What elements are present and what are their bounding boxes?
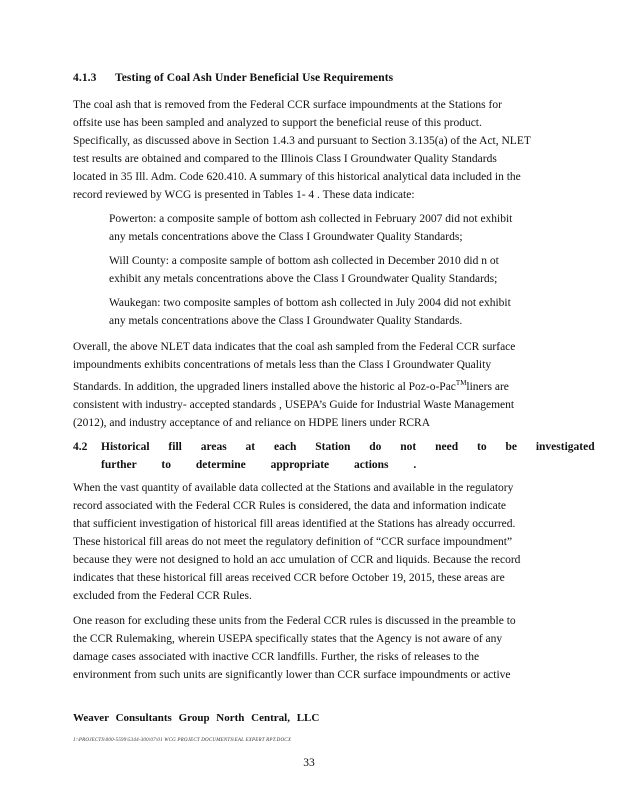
text-line: Waukegan: two composite samples of bottom ash collected in July 2004 did not exhibit <box>109 297 511 309</box>
page-number: 33 <box>303 757 315 769</box>
text-line: located in 35 Ill. Adm. Code 620.410. A summary of this historical analytical data included in the <box>73 171 521 183</box>
text-fragment: Standards. In addition, the upgraded liners installed above the historic al Poz-o-Pac <box>73 380 456 393</box>
text-line: the CCR Rulemaking, wherein USEPA specifically states that the Agency is not aware of any <box>73 633 503 645</box>
text-line: test results are obtained and compared to the Illinois Class I Groundwater Quality Standards <box>73 153 497 165</box>
text-line: These historical fill areas do not meet the regulatory definition of “CCR surface impoundment” <box>73 536 513 548</box>
bullet-list <box>87 210 549 336</box>
text-line: impoundments exhibits concentrations of metals less than the Class I Groundwater Quality <box>73 359 492 371</box>
section-4-1-3-heading <box>73 72 393 84</box>
footer-file-path: J:\PROJECTS\000-5599\5344-300\07\01 WCG PROJECT DOCUMENTS\EAL EXPERT RPT.DOCX <box>73 738 292 743</box>
paragraph-historical-fill <box>73 479 549 605</box>
text-line: damage cases associated with inactive CCR landfills. Further, the risks of releases to the <box>73 651 480 663</box>
section-title-line: Historical fill areas at each Station do not need to be investigated <box>101 441 595 453</box>
section-title: Testing of Coal Ash Under Beneficial Use Requirements <box>115 72 394 84</box>
paragraph-overall <box>73 338 549 432</box>
text-line: consistent with industry- accepted standards , USEPA’s Guide for Industrial Waste Management <box>73 398 515 411</box>
footer-company-name: Weaver Consultants Group North Central, LLC <box>73 712 320 724</box>
text-line: indicates that these historical fill areas received CCR before October 19, 2015, these areas are <box>73 572 505 584</box>
text-line: any metals concentrations above the Class I Groundwater Quality Standards; <box>109 231 463 243</box>
text-line: One reason for excluding these units from the Federal CCR rules is discussed in the preamble to <box>73 615 516 627</box>
text-line: Powerton: a composite sample of bottom ash collected in February 2007 did not exhibit <box>109 213 513 225</box>
list-item <box>87 252 549 288</box>
text-line: excluded from the Federal CCR Rules. <box>73 590 252 602</box>
text-line: The coal ash that is removed from the Federal CCR surface impoundments at the Stations for <box>73 99 502 111</box>
list-item <box>87 294 549 330</box>
text-line: because they were not designed to hold an acc umulation of CCR and liquids. Because the record <box>73 554 521 566</box>
text-line: exhibit any metals concentrations above the Class I Groundwater Quality Standards; <box>109 273 498 285</box>
text-line: When the vast quantity of available data collected at the Stations and available in the regulatory <box>73 482 514 494</box>
trademark-superscript: TM <box>455 379 467 387</box>
text-line: Overall, the above NLET data indicates that the coal ash sampled from the Federal CCR surface <box>73 341 516 353</box>
text-line: record associated with the Federal CCR Rules is considered, the data and information indicate <box>73 500 507 512</box>
list-item <box>87 210 549 246</box>
text-line: Specifically, as discussed above in Section 1.4.3 and pursuant to Section 3.135(a) of the Act, NLET <box>73 135 531 147</box>
paragraph-one-reason <box>73 612 549 684</box>
section-number: 4.2 <box>73 441 88 453</box>
text-fragment: liners are <box>466 380 509 393</box>
text-line: any metals concentrations above the Class I Groundwater Quality Standards. <box>109 315 463 327</box>
text-line: record reviewed by WCG is presented in Tables 1- 4 . These data indicate: <box>73 189 415 201</box>
section-number: 4.1.3 <box>73 72 97 84</box>
text-line <box>73 374 549 396</box>
text-line: (2012), and industry acceptance of and reliance on HDPE liners under RCRA <box>73 416 431 429</box>
paragraph-coal-ash-testing <box>73 96 549 204</box>
text-line: offsite use has been sampled and analyzed to support the beneficial reuse of this product. <box>73 117 482 129</box>
text-line: Will County: a composite sample of bottom ash collected in December 2010 did n ot <box>109 255 499 267</box>
section-title-line: further to determine appropriate actions . <box>101 459 417 471</box>
text-line: environment from such units are significantly lower than CCR surface impoundments or active <box>73 669 511 681</box>
text-line: that sufficient investigation of historical fill areas identified at the Stations has already occurred. <box>73 518 516 530</box>
